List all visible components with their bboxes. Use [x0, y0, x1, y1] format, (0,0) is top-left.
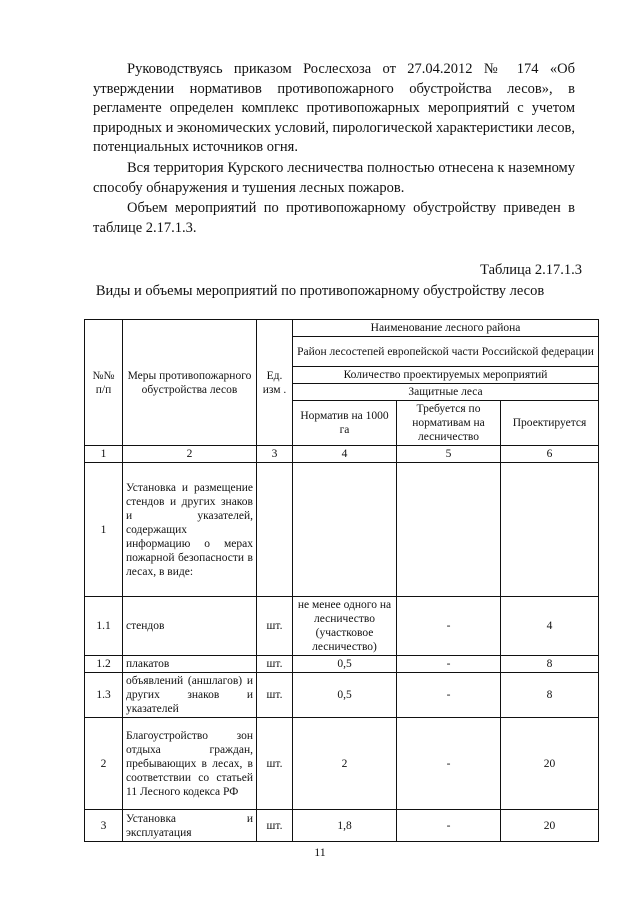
row-num: 2: [85, 718, 123, 810]
table-row: [85, 810, 599, 842]
table-row: [85, 656, 599, 673]
row-required: [397, 463, 501, 597]
fire-measures-table: [84, 319, 599, 842]
col-number: 6: [501, 446, 599, 463]
row-required: -: [397, 673, 501, 718]
table-row: [85, 673, 599, 718]
row-projected: 20: [501, 718, 599, 810]
row-unit: шт.: [257, 810, 293, 842]
row-unit: шт.: [257, 656, 293, 673]
col-number: 5: [397, 446, 501, 463]
table-title: Виды и объемы мероприятий по противопожарному обустройству лесов: [95, 283, 545, 299]
row-num: 1.2: [85, 656, 123, 673]
header-measures: Меры противопожарного обустройства лесов: [123, 320, 257, 446]
header-region-name: Наименование лесного района: [293, 320, 599, 337]
header-norm: Норматив на 1000 га: [293, 401, 397, 446]
col-number: 4: [293, 446, 397, 463]
page-number: 11: [314, 845, 326, 859]
row-norm: 2: [293, 718, 397, 810]
row-num: 3: [85, 810, 123, 842]
row-required: -: [397, 718, 501, 810]
row-norm: 0,5: [293, 673, 397, 718]
row-required: -: [397, 597, 501, 656]
row-required: -: [397, 810, 501, 842]
volume-paragraph: Объем мероприятий по противопожарному обустройству приведен в таблице 2.17.1.3.: [93, 200, 575, 236]
table-row: [85, 718, 599, 810]
row-num: 1: [85, 463, 123, 597]
row-name: Установка и эксплуатация: [123, 810, 257, 842]
header-required: Требуется по нормативам на лесничество: [397, 401, 501, 446]
row-norm: [293, 463, 397, 597]
row-name: стендов: [123, 597, 257, 656]
row-projected: 20: [501, 810, 599, 842]
row-num: 1.3: [85, 673, 123, 718]
row-projected: 8: [501, 656, 599, 673]
row-norm: 1,8: [293, 810, 397, 842]
row-projected: 8: [501, 673, 599, 718]
intro-paragraph: Руководствуясь приказом Рослесхоза от 27.04.2012 № 174 «Об утверждении нормативов противопожарного обустройства лесов», в регламенте определен комплекс противопожарных мероприятий с учетом природных и экономических условий, пирологической характеристики лесов, потенциальных источников огня.: [93, 61, 575, 155]
col-number: 3: [257, 446, 293, 463]
header-region: Район лесостепей европейской части Российской федерации: [293, 337, 599, 367]
row-num: 1.1: [85, 597, 123, 656]
header-category: Защитные леса: [293, 384, 599, 401]
row-unit: [257, 463, 293, 597]
row-norm: 0,5: [293, 656, 397, 673]
header-num: №№ п/п: [85, 320, 123, 446]
row-unit: шт.: [257, 673, 293, 718]
table-label: Таблица 2.17.1.3: [480, 262, 582, 278]
row-unit: шт.: [257, 597, 293, 656]
col-number: 2: [123, 446, 257, 463]
row-projected: [501, 463, 599, 597]
table-row: [85, 463, 599, 597]
row-unit: шт.: [257, 718, 293, 810]
col-number: 1: [85, 446, 123, 463]
row-norm: не менее одного на лесничество (участковое лесничество): [293, 597, 397, 656]
row-name: Установка и размещение стендов и других знаков и указателей, содержащих информацию о мерах пожарной безопасности в лесах, в виде:: [123, 463, 257, 597]
row-required: -: [397, 656, 501, 673]
territory-paragraph: Вся территория Курского лесничества полностью отнесена к наземному способу обнаружения и тушения лесных пожаров.: [93, 160, 575, 196]
row-name: объявлений (аншлагов) и других знаков и указателей: [123, 673, 257, 718]
header-quantity: Количество проектируемых мероприятий: [293, 367, 599, 384]
row-projected: 4: [501, 597, 599, 656]
header-unit: Ед. изм .: [257, 320, 293, 446]
row-name: плакатов: [123, 656, 257, 673]
table-row: [85, 597, 599, 656]
row-name: Благоустройство зон отдыха граждан, пребывающих в лесах, в соответствии со статьей 11 Лесного кодекса РФ: [123, 718, 257, 810]
column-number-row: [85, 446, 599, 463]
header-projected: Проектируется: [501, 401, 599, 446]
